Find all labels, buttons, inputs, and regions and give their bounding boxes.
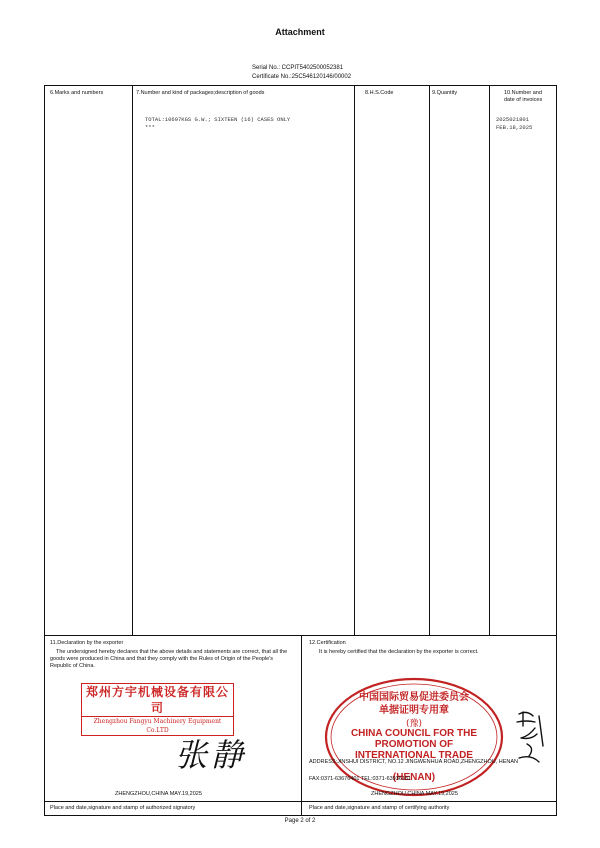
page-title: Attachment [275, 27, 325, 37]
col-quantity-header: 9.Quantity [432, 90, 458, 96]
col-invoice-header: 10.Number and date of invoices [504, 90, 543, 103]
declaration-place-date: ZHENGZHOU,CHINA MAY.19,2025 [115, 791, 202, 797]
declaration-heading: 11.Declaration by the exporter [50, 640, 124, 646]
invoice-info [496, 116, 532, 132]
seal-en: CHINA COUNCIL FOR THE PROMOTION OF INTERNATIONAL TRADE [350, 728, 478, 761]
serial-number: Serial No.: CCPIT5402500052381 [252, 65, 344, 71]
company-name-en: Zhengzhou Fangyu Machinery Equipment Co.LTD [82, 716, 233, 735]
certificate-number: Certificate No.:25C546120146/00002 [252, 74, 352, 80]
serial-block [252, 64, 351, 82]
divider [489, 86, 490, 635]
declaration-text: The undersigned hereby declares that the above details and statements are correct, that all the goods were produced in China and that they comply with the Rules of Origin of the People's Republic of China. [50, 649, 288, 669]
goods-line: TOTAL:10697KGS G.W.; SIXTEEN (16) CASES ONLY [145, 116, 291, 123]
goods-description [145, 116, 290, 132]
divider [301, 635, 302, 815]
seal-cn-mid: 单据证明专用章 [379, 705, 449, 716]
invoice-number: 2025021801 [496, 116, 530, 123]
certifier-signature [513, 708, 549, 768]
company-stamp [81, 683, 234, 736]
divider [132, 86, 133, 635]
exporter-signature: 张静 [175, 736, 248, 774]
seal-en-province: (HENAN) [392, 772, 436, 783]
certification-heading: 12.Certification [309, 640, 346, 646]
goods-end-mark: *** [145, 124, 155, 131]
certification-text: It is hereby certified that the declaration by the exporter is correct. [319, 649, 479, 655]
declaration-footer: Place and date,signature and stamp of authorized signatory [50, 805, 196, 811]
certifier-address: ADDRESS:JINSHUI DISTRICT, NO.12 JINGWENHUA ROAD,ZHENGZHOU, HENAN [309, 759, 519, 765]
seal-cn-province: (豫) [405, 719, 423, 729]
company-name-cn: 郑州方宇机械设备有限公司 [85, 685, 229, 715]
page-number: Page 2 of 2 [284, 818, 316, 824]
divider [45, 801, 556, 802]
certification-place-date: ZHENGZHOU,CHINA MAY.19,2025 [371, 791, 458, 797]
col-packages-header: 7.Number and kind of packages;description of goods [136, 90, 265, 96]
certification-footer: Place and date,signature and stamp of certifying authority [309, 805, 450, 811]
seal-cn-top: 中国国际贸易促进委员会 [359, 692, 469, 703]
certifier-fax: FAX:0371-63676401 TEL:0371-63936181 [309, 776, 412, 782]
invoice-date: FEB.18,2025 [496, 124, 533, 131]
divider [429, 86, 430, 635]
col-hs-header: 8.H.S.Code [365, 90, 394, 96]
certificate-table [44, 85, 557, 816]
divider [354, 86, 355, 635]
col-marks-header: 6.Marks and numbers [50, 90, 104, 96]
